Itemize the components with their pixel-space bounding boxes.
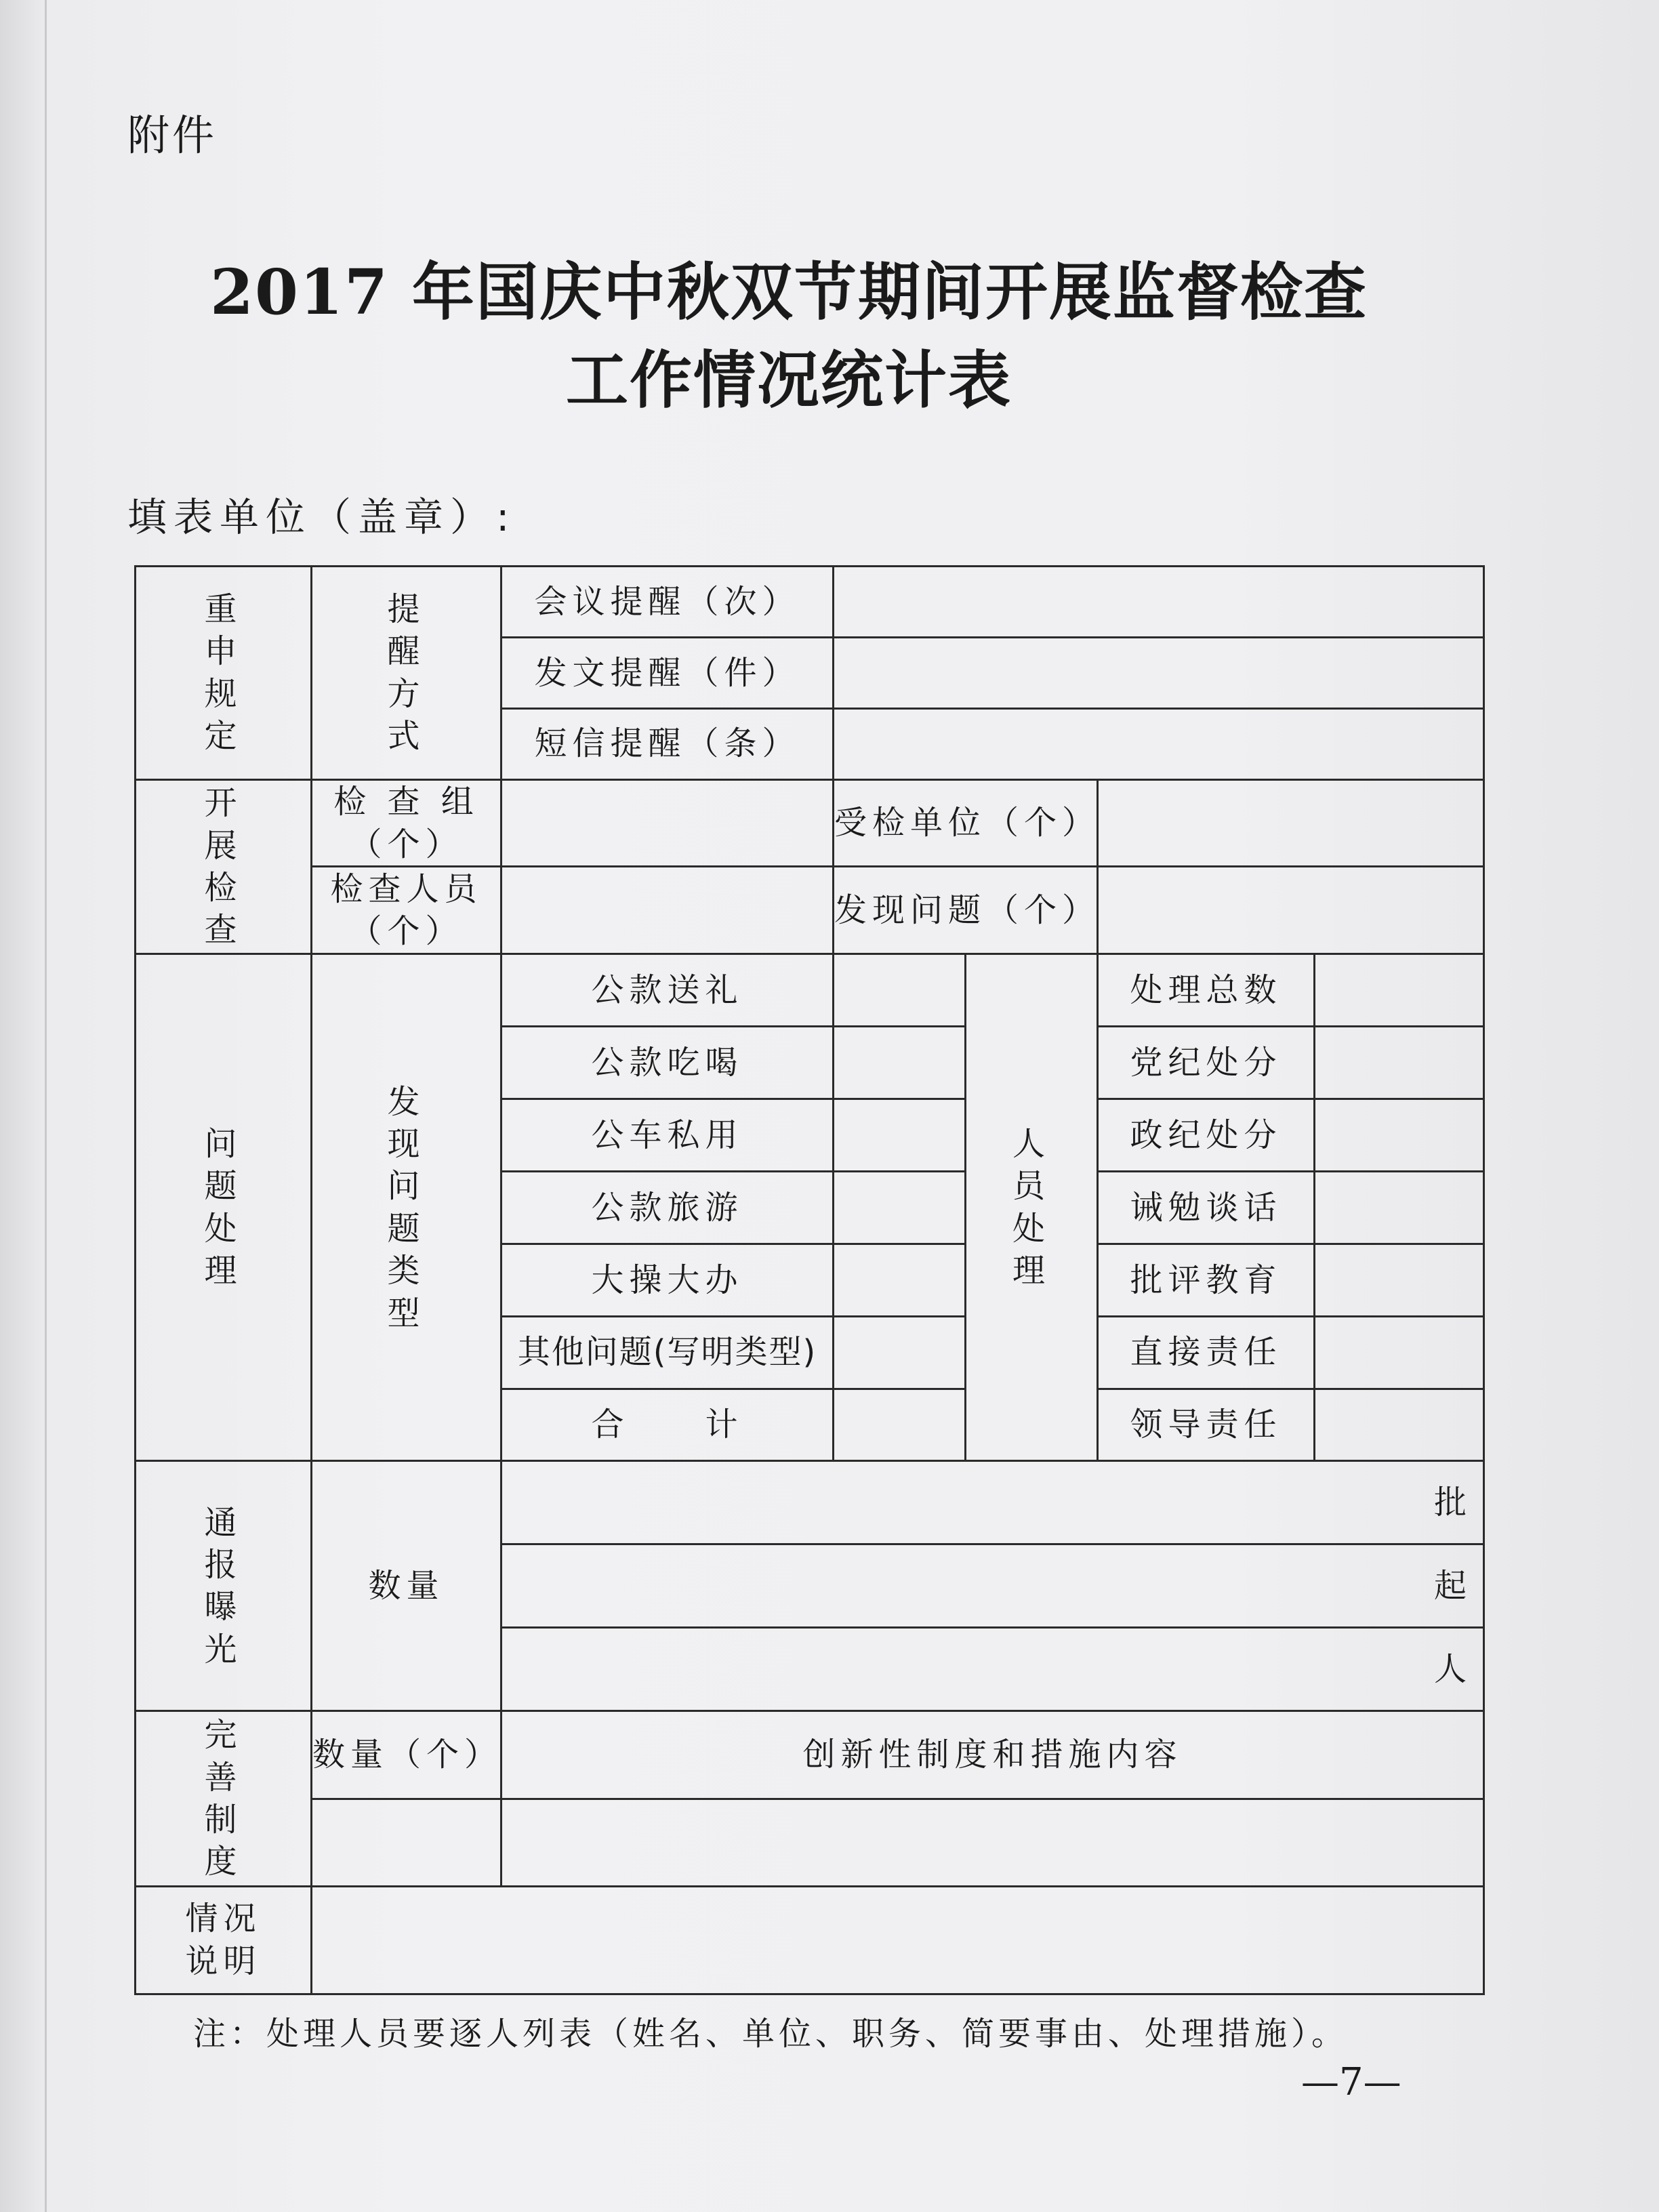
outcome-direct-responsibility: 直接责任: [1098, 1316, 1315, 1389]
problem-type-travel-value[interactable]: [834, 1171, 966, 1244]
exposure-batches-value[interactable]: [501, 1461, 1484, 1544]
outcome-admonition: 诫勉谈话: [1098, 1171, 1315, 1244]
notes-value[interactable]: [312, 1886, 1484, 1994]
unit-batch: 批: [1433, 1483, 1472, 1522]
system-section-label: 完 善 制 度: [136, 1711, 312, 1886]
issues-found-label: 发现问题（个）: [834, 867, 1098, 954]
outcome-criticism: 批评教育: [1098, 1244, 1315, 1316]
exposure-cases-value[interactable]: [501, 1544, 1484, 1628]
problem-type-travel: 公款旅游: [501, 1171, 834, 1244]
system-count-value[interactable]: [312, 1799, 501, 1886]
attachment-label: 附件: [127, 110, 218, 160]
exposure-people-value[interactable]: [501, 1628, 1484, 1711]
problem-type-vehicle-value[interactable]: [834, 1099, 966, 1172]
problem-type-gifts: 公款送礼: [501, 954, 834, 1027]
document-reminder-value[interactable]: [834, 637, 1484, 708]
sms-reminder-value[interactable]: [834, 708, 1484, 779]
problem-type-other: 其他问题(写明类型): [501, 1316, 834, 1389]
inspection-group-label: 检 查 组 （个）: [312, 779, 501, 867]
problems-section-label: 问 题 处 理: [136, 954, 312, 1461]
document-reminder-label: 发文提醒（件）: [501, 637, 834, 708]
problem-type-total: 合 计: [501, 1389, 834, 1461]
fill-unit-label: 填表单位（盖章）:: [127, 494, 516, 540]
outcome-admonition-value[interactable]: [1315, 1171, 1484, 1244]
outcome-party-discipline: 党纪处分: [1098, 1027, 1315, 1099]
people-handling-label: 人 员 处 理: [966, 954, 1098, 1461]
reminder-method-label: 提 醒 方 式: [312, 567, 501, 780]
inspected-units-label: 受检单位（个）: [834, 779, 1098, 867]
title-line-1: 2017 年国庆中秋双节期间开展监督检查: [209, 255, 1368, 329]
problem-type-vehicle: 公车私用: [501, 1099, 834, 1172]
problem-type-total-value[interactable]: [834, 1389, 966, 1461]
sms-reminder-label: 短信提醒（条）: [501, 708, 834, 779]
meeting-reminder-value[interactable]: [834, 567, 1484, 638]
unit-case: 起: [1433, 1567, 1472, 1605]
outcome-total-value[interactable]: [1315, 954, 1484, 1027]
problem-type-dining-value[interactable]: [834, 1027, 966, 1099]
issues-found-value[interactable]: [1098, 867, 1484, 954]
inspection-group-value[interactable]: [501, 779, 834, 867]
reminder-section-label: 重 申 规 定: [136, 567, 312, 780]
outcome-direct-responsibility-value[interactable]: [1315, 1316, 1484, 1389]
problem-type-gifts-value[interactable]: [834, 954, 966, 1027]
exposure-count-label: 数量: [312, 1461, 501, 1711]
footnote: 注：处理人员要逐人列表（姓名、单位、职务、简要事由、处理措施）。: [193, 2015, 1349, 2053]
inspected-units-value[interactable]: [1098, 779, 1484, 867]
problem-type-label: 发 现 问 题 类 型: [312, 954, 501, 1461]
system-content-value[interactable]: [501, 1799, 1484, 1886]
problem-type-extravagance: 大操大办: [501, 1244, 834, 1316]
outcome-leadership-responsibility: 领导责任: [1098, 1389, 1315, 1461]
exposure-section-label: 通 报 曝 光: [136, 1461, 312, 1711]
problem-type-extravagance-value[interactable]: [834, 1244, 966, 1316]
problem-type-other-value[interactable]: [834, 1316, 966, 1389]
unit-person: 人: [1433, 1650, 1472, 1689]
system-content-label: 创新性制度和措施内容: [501, 1711, 1484, 1799]
system-count-label: 数量（个）: [312, 1711, 501, 1799]
page-number: —7—: [1301, 2060, 1401, 2104]
outcome-leadership-responsibility-value[interactable]: [1315, 1389, 1484, 1461]
inspection-section-label: 开 展 检 查: [136, 779, 312, 954]
inspection-staff-value[interactable]: [501, 867, 834, 954]
problem-type-dining: 公款吃喝: [501, 1027, 834, 1099]
outcome-total: 处理总数: [1098, 954, 1315, 1027]
statistics-form-table: [134, 565, 1485, 1995]
outcome-party-discipline-value[interactable]: [1315, 1027, 1484, 1099]
outcome-criticism-value[interactable]: [1315, 1244, 1484, 1316]
title-line-2: 工作情况统计表: [565, 344, 1012, 417]
inspection-staff-label: 检查人员 （个）: [312, 867, 501, 954]
outcome-admin-discipline: 政纪处分: [1098, 1099, 1315, 1172]
meeting-reminder-label: 会议提醒（次）: [501, 567, 834, 638]
outcome-admin-discipline-value[interactable]: [1315, 1099, 1484, 1172]
notes-section-label: 情况 说明: [136, 1886, 312, 1994]
